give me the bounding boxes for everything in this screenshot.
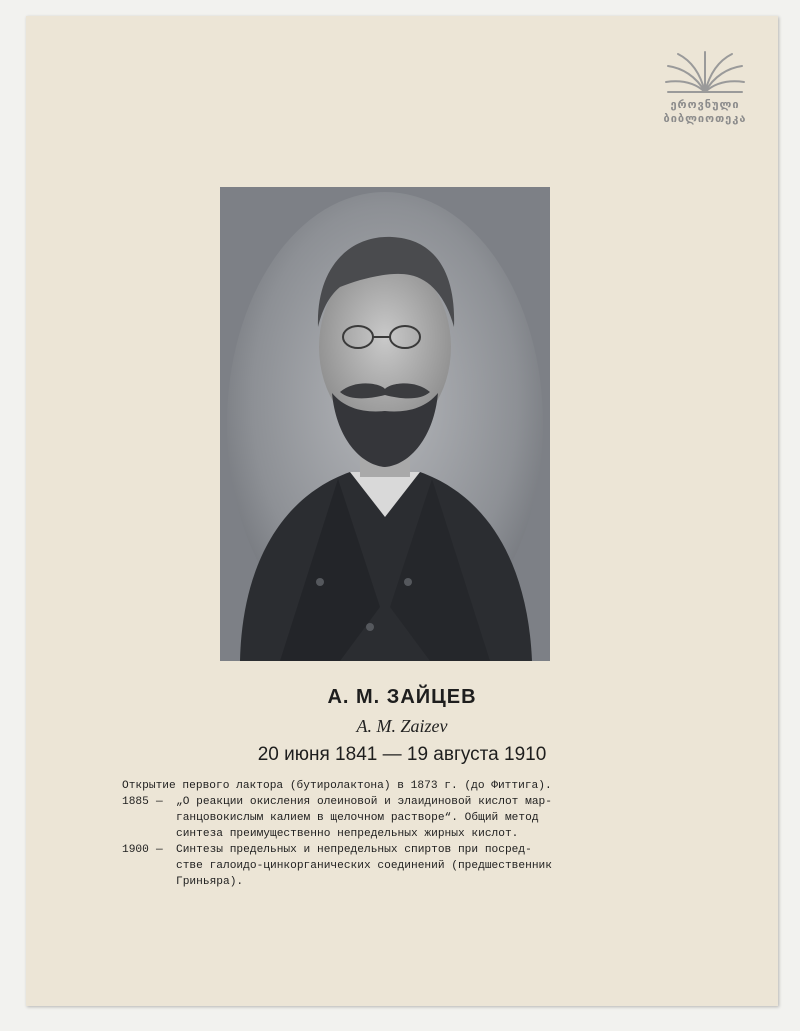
achievement-line: „О реакции окисления олеиновой и элаидиновой кислот мар-: [176, 796, 552, 808]
person-name-latin: A. M. Zaizev: [356, 716, 448, 736]
achievement-dash: —: [156, 796, 163, 808]
achievement-line: Синтезы предельных и непредельных спиртов при посред-: [176, 844, 532, 856]
achievement-year: 1885: [122, 796, 149, 808]
achievements-list: [122, 778, 652, 890]
library-logo: [640, 42, 770, 142]
achievement-line: стве галоидо-цинкорганических соединений (предшественник: [176, 860, 552, 872]
achievement-text: [176, 842, 652, 890]
achievement-entry: [122, 794, 652, 842]
portrait-photo: [220, 187, 550, 661]
book-fan-icon: [660, 42, 750, 98]
person-name: А. М. ЗАЙЦЕВ: [327, 686, 477, 708]
life-dates: 20 июня 1841 — 19 августа 1910: [257, 744, 547, 765]
achievement-line: синтеза преимущественно непредельных жирных кислот.: [176, 828, 519, 840]
achievement-year: 1900: [122, 844, 149, 856]
achievement-text: [176, 794, 652, 842]
logo-line-2: ბიბლიოთეკა: [663, 112, 747, 125]
logo-line-1: ეროვნული: [670, 98, 740, 111]
achievement-line: Гриньяра).: [176, 876, 244, 888]
achievement-intro: Открытие первого лактора (бутиролактона) в 1873 г. (до Фиттига).: [122, 780, 552, 792]
achievement-entry: [122, 842, 652, 890]
achievement-line: ганцовокислым калием в щелочном растворе“. Общий метод: [176, 812, 539, 824]
achievement-dash: —: [156, 844, 163, 856]
